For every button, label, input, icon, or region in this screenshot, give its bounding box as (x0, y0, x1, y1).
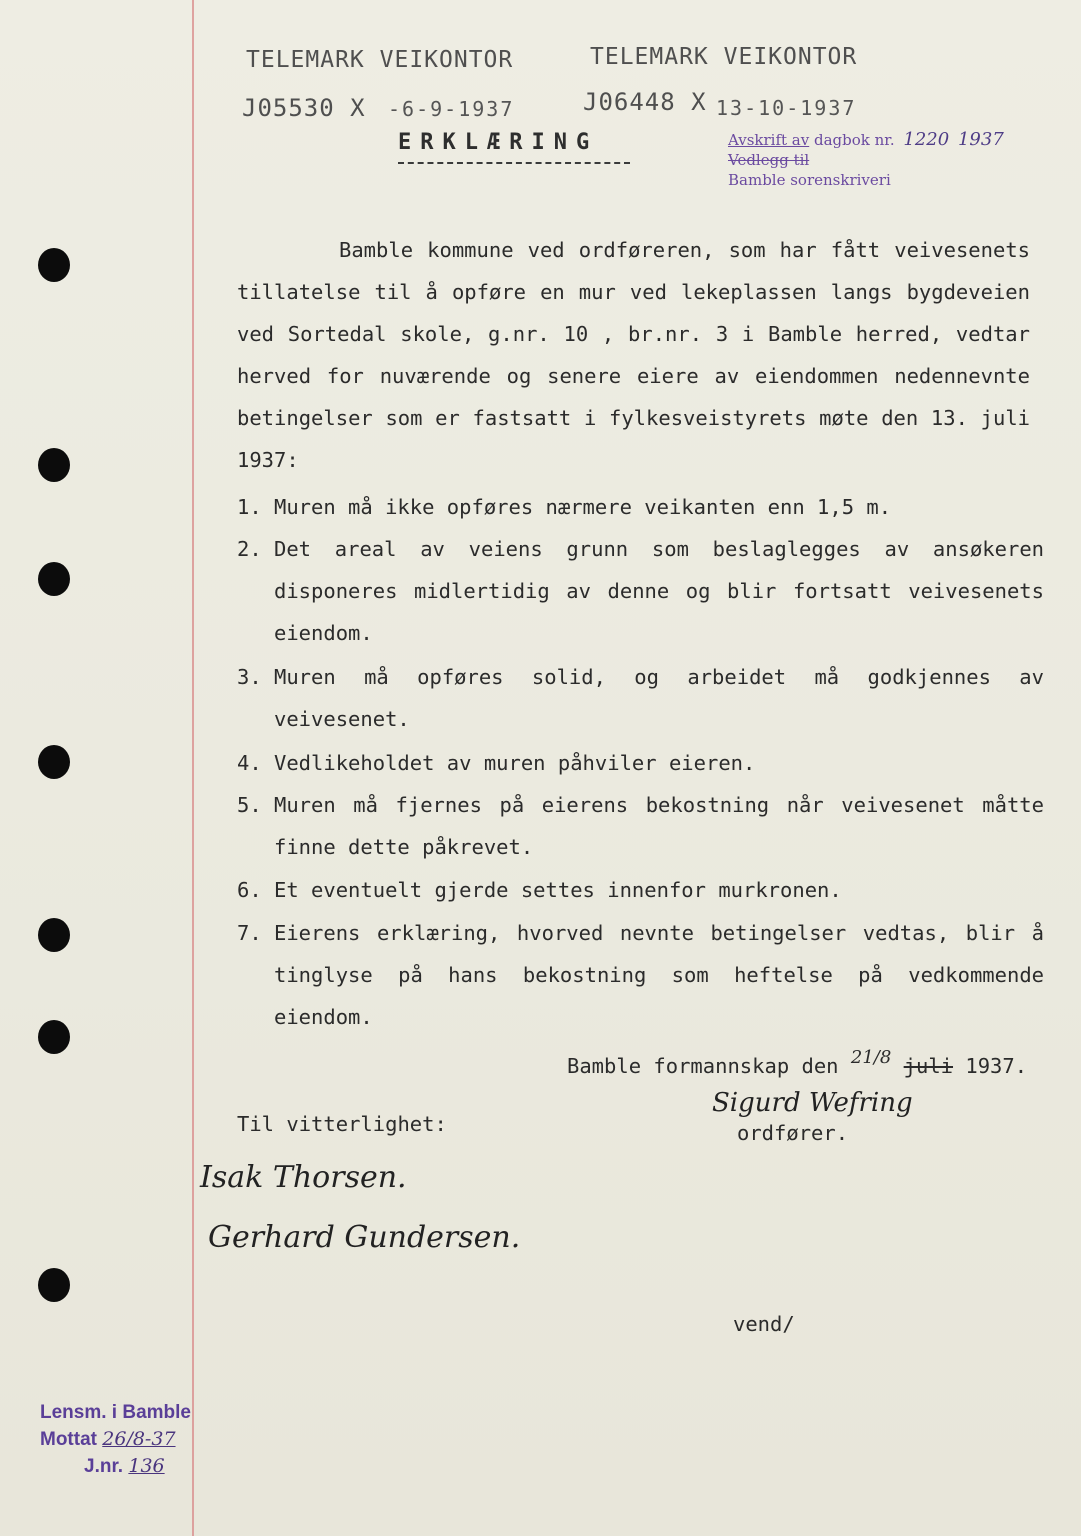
witness-signature: Gerhard Gundersen. (208, 1220, 521, 1255)
registry-stamp (728, 130, 1004, 190)
punch-hole (38, 918, 70, 952)
condition-text: Vedlikeholdet av muren påhviler eieren. (274, 751, 756, 775)
stamp-date-2: 13-10-1937 (716, 96, 857, 120)
lensmann-office: Lensm. i Bamble (40, 1402, 191, 1423)
stamp-date-1: -6-9-1937 (388, 97, 515, 121)
turn-over-note: vend/ (733, 1312, 795, 1336)
condition-text: Muren må ikke opføres nærmere veikanten enn 1,5 m. (274, 495, 892, 519)
journal-number-1: J05530 X (242, 94, 366, 122)
registry-number: 1220 (903, 129, 950, 150)
signature-place: Bamble formannskap den (567, 1054, 839, 1078)
witness-signature: Isak Thorsen. (200, 1160, 407, 1195)
punch-hole (38, 1268, 70, 1302)
condition-number: 1. (237, 495, 262, 519)
punch-hole (38, 562, 70, 596)
journal-number: 136 (128, 1455, 165, 1477)
office-stamp-2: TELEMARK VEIKONTOR (590, 44, 858, 70)
signature-year: 1937. (965, 1054, 1028, 1078)
intro-paragraph: Bamble kommune ved ordføreren, som har fått veivesenets tillatelse til å opføre en mur ved lekeplassen langs bygdeveien ved Sortedal skole, g.nr. 10 , br.nr. 3 i Bamble herred, vedtar herved for nuværende og senere eiere av eiendommen nedennevnte betingelser som er fastsatt i fylkesveistyrets møte den 13. juli 1937: (237, 238, 1030, 472)
condition-text: Det areal av veiens grunn som beslaglegges av ansøkeren disponeres midlertidig av denne og blir fortsatt veivesenets eiendom. (274, 537, 1044, 645)
condition-number: 3. (237, 665, 262, 689)
signature-place-date (567, 1047, 1028, 1078)
punch-hole (38, 745, 70, 779)
condition-number: 2. (237, 537, 262, 561)
document-title: ERKLÆRING (398, 130, 599, 155)
punch-hole (38, 448, 70, 482)
registry-attachment-label: Vedlegg til (728, 151, 810, 169)
registry-office: Bamble sorenskriveri (728, 171, 891, 189)
struck-month: juli (903, 1054, 954, 1078)
condition-number: 6. (237, 878, 262, 902)
condition-number: 7. (237, 921, 262, 945)
lensmann-stamp (40, 1400, 191, 1480)
registry-copy-label: Avskrift av (728, 131, 810, 149)
condition-text: Et eventuelt gjerde settes innenfor murkronen. (274, 878, 842, 902)
registry-diary-label: dagbok nr. (814, 131, 895, 149)
witness-label: Til vitterlighet: (237, 1112, 447, 1136)
handwritten-date: 21/8 (850, 1047, 892, 1068)
received-label: Mottat (40, 1429, 97, 1450)
office-stamp-1: TELEMARK VEIKONTOR (246, 47, 514, 73)
condition-text: Muren må opføres solid, og arbeidet må godkjennes av veivesenet. (274, 665, 1044, 731)
punch-hole (38, 1020, 70, 1054)
title-underline (398, 162, 630, 164)
punch-hole (38, 248, 70, 282)
journal-label: J.nr. (84, 1456, 124, 1477)
condition-text: Eierens erklæring, hvorved nevnte betingelser vedtas, blir å tinglyse på hans bekostning som heftelse på vedkommende eiendom. (274, 921, 1044, 1029)
mayor-signature: Sigurd Wefring (712, 1088, 913, 1118)
mayor-role: ordfører. (737, 1121, 849, 1145)
registry-year: 1937 (957, 129, 1004, 150)
condition-text: Muren må fjernes på eierens bekostning når veivesenet måtte finne dette påkrevet. (274, 793, 1044, 859)
condition-number: 4. (237, 751, 262, 775)
red-margin-line (192, 0, 194, 1536)
journal-number-2: J06448 X (583, 88, 707, 116)
received-date: 26/8-37 (102, 1428, 176, 1450)
condition-number: 5. (237, 793, 262, 817)
